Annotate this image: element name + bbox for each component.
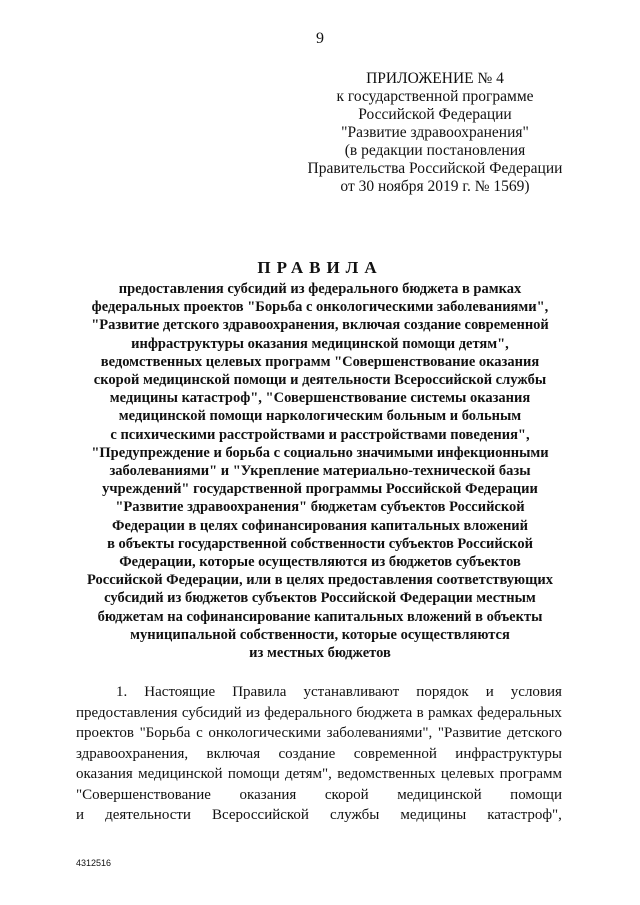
subtitle-line: Федерации, которые осуществляются из бюджетов субъектов bbox=[119, 554, 521, 571]
body-word: заболеваниями", bbox=[326, 725, 433, 741]
subtitle-line: "Развитие детского здравоохранения, включая создание современной bbox=[91, 317, 549, 334]
subtitle-line: с психическими расстройствами и расстройствами поведения", bbox=[110, 426, 530, 443]
subtitle-line: скорой медицинской помощи и деятельности Всероссийской службы bbox=[93, 372, 547, 389]
document-code: 4312516 bbox=[76, 858, 112, 868]
page-number: 9 bbox=[316, 30, 324, 47]
body-word: Правила bbox=[232, 684, 287, 700]
subtitle-line: в объекты государственной собственности субъектов Российской bbox=[107, 535, 533, 552]
subtitle-line: медицинской помощи наркологическим больным и больным bbox=[118, 408, 522, 425]
body-line bbox=[76, 703, 562, 724]
body-line bbox=[76, 785, 562, 806]
subtitle-line: заболеваниями" и "Укрепление материально-технической базы bbox=[109, 463, 531, 480]
body-word: катастроф", bbox=[487, 807, 562, 823]
body-word: медицинской bbox=[397, 786, 482, 803]
body-word: оказания bbox=[76, 766, 133, 782]
body-line bbox=[76, 805, 562, 826]
body-word: создание bbox=[278, 745, 336, 762]
subtitle-line: ведомственных целевых программ "Совершенствование оказания bbox=[100, 353, 540, 370]
appendix-header bbox=[300, 70, 570, 196]
body-word: предоставления bbox=[76, 704, 178, 721]
body-word: "Совершенствование bbox=[76, 786, 211, 803]
body-word: рамках bbox=[428, 704, 473, 721]
body-word: здравоохранения, bbox=[76, 745, 189, 762]
rules-subtitle bbox=[60, 280, 580, 662]
body-word: медицины bbox=[400, 807, 467, 823]
body-word: медицинской bbox=[138, 766, 223, 782]
body-word: скорой bbox=[324, 786, 369, 803]
body-line bbox=[76, 764, 562, 785]
subtitle-line: Федерации в целях софинансирования капитальных вложений bbox=[111, 517, 529, 534]
body-word: онкологическими bbox=[208, 725, 322, 741]
body-word: "Развитие bbox=[437, 725, 502, 741]
appendix-line: Российской Федерации bbox=[358, 106, 512, 123]
appendix-line: Правительства Российской Федерации bbox=[307, 160, 563, 177]
appendix-line: ПРИЛОЖЕНИЕ № 4 bbox=[366, 70, 504, 87]
body-line bbox=[76, 744, 562, 765]
body-word: службы bbox=[330, 807, 380, 823]
body-word: помощи bbox=[227, 766, 280, 782]
subtitle-line: учреждений" государственной программы Российской Федерации bbox=[102, 481, 538, 498]
rules-title: ПРАВИЛА bbox=[257, 258, 383, 277]
subtitle-line: "Предупреждение и борьба с социально значимыми инфекционными bbox=[91, 444, 549, 461]
body-word: порядок bbox=[416, 684, 469, 700]
body-word: целевых bbox=[440, 766, 495, 782]
body-paragraph bbox=[76, 682, 562, 826]
body-word: с bbox=[196, 725, 203, 741]
body-word: ведомственных bbox=[337, 766, 436, 782]
subtitle-line: медицины катастроф", "Совершенствование системы оказания bbox=[109, 390, 531, 407]
body-word: субсидий bbox=[181, 704, 242, 721]
body-word: оказания bbox=[239, 786, 297, 803]
body-word: помощи bbox=[510, 786, 562, 803]
subtitle-line: субсидий из бюджетов субъектов Российской Федерации местным bbox=[104, 590, 536, 607]
body-word: и bbox=[76, 807, 85, 823]
appendix-line: (в редакции постановления bbox=[344, 142, 526, 159]
body-line bbox=[76, 723, 562, 744]
body-word: включая bbox=[206, 745, 261, 762]
body-word: и bbox=[485, 684, 494, 700]
body-word: в bbox=[416, 704, 424, 721]
body-word: "Борьба bbox=[139, 725, 191, 741]
body-word: бюджета bbox=[356, 704, 413, 721]
body-word: проектов bbox=[76, 725, 134, 741]
body-word: детям", bbox=[284, 766, 332, 782]
subtitle-line: "Развитие здравоохранения" бюджетам субъектов Российской bbox=[115, 499, 525, 516]
body-line bbox=[76, 682, 562, 703]
subtitle-line: бюджетам на софинансирование капитальных вложений в объекты bbox=[97, 608, 543, 625]
body-word: деятельности bbox=[105, 807, 191, 823]
subtitle-line: предоставления субсидий из федерального бюджета в рамках bbox=[118, 281, 522, 297]
body-word: федерального bbox=[264, 704, 353, 721]
body-word: Всероссийской bbox=[212, 807, 309, 823]
appendix-line: от 30 ноября 2019 г. № 1569) bbox=[340, 178, 530, 195]
body-word: детского bbox=[506, 725, 562, 741]
subtitle-line: федеральных проектов "Борьба с онкологическими заболеваниями", bbox=[91, 299, 549, 316]
subtitle-line: муниципальной собственности, которые осуществляются bbox=[130, 626, 510, 643]
subtitle-line: из местных бюджетов bbox=[249, 645, 391, 662]
body-word: условия bbox=[510, 684, 562, 700]
body-word: федеральных bbox=[477, 704, 562, 721]
appendix-line: "Развитие здравоохранения" bbox=[341, 124, 529, 141]
body-word: из bbox=[245, 704, 260, 721]
body-word: 1. bbox=[116, 684, 128, 700]
body-word: Настоящие bbox=[144, 684, 216, 700]
subtitle-line: Российской Федерации, или в целях предоставления соответствующих bbox=[87, 572, 553, 589]
body-word: инфраструктуры bbox=[455, 745, 562, 762]
body-word: программ bbox=[499, 766, 562, 782]
appendix-line: к государственной программе bbox=[336, 88, 534, 105]
body-word: современной bbox=[353, 745, 437, 762]
subtitle-line: инфраструктуры оказания медицинской помощи детям", bbox=[131, 335, 509, 352]
body-word: устанавливают bbox=[303, 684, 400, 700]
